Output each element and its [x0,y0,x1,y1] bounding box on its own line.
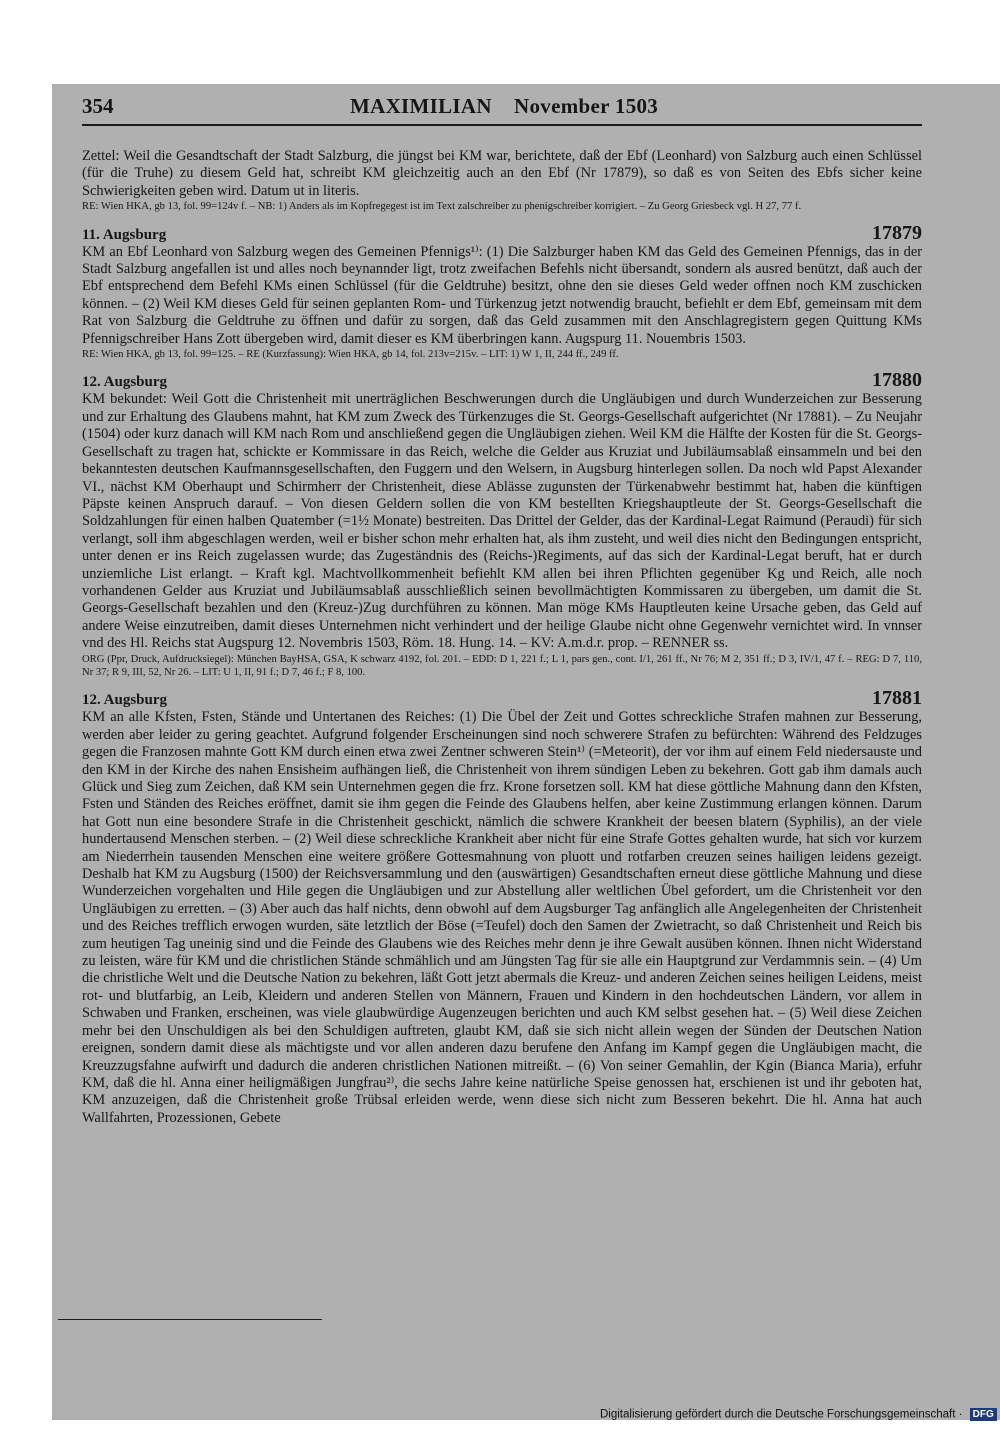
entry-date-place: 11. Augsburg [82,226,167,243]
entry-heading [82,371,922,391]
entry-number: 17880 [872,369,922,392]
page-header [82,92,922,126]
document-body [82,148,922,1127]
entry-date-place: 12. Augsburg [82,692,168,709]
entry-heading [82,221,922,244]
entry-heading [82,689,922,709]
credit-text: Digitalisierung gefördert durch die Deutsche Forschungsgemeinschaft · [600,1408,963,1421]
digitization-credit [600,1408,997,1421]
entry-17880 [82,371,922,679]
entry-number: 17879 [872,221,922,244]
footnote-rule [58,1319,322,1320]
running-head: MAXIMILIAN November 1503 [350,94,659,118]
entry-text: KM an Ebf Leonhard von Salzburg wegen des Gemeinen Pfennigs¹⁾: (1) Die Salzburger haben KM das Geld des Gemeinen Pfennigs, das in der Stadt Salzburg angefallen ist und alles noch beynannder ligt, trotz zweifachen Befehls nicht übersandt, sondern als ausred benützt, daß auch der Ebf entsprechend dem Befehl KMs einen Schlüssel (für die Geldtruhe) besitzt, ohne den sie dieses Geld weder offnen noch KM zuschicken können. – (2) Weil KM dieses Geld für seinen geplanten Rom- und Türkenzug jetzt notwendig braucht, befiehlt er dem Ebf, gemeinsam mit dem Rat von Salzburg die Geldtruhe zu öffnen und dafür zu sorgen, daß das Geld zusammen mit den Anschlagregistern gegen Quittung KMs Pfennigschreiber Hans Zott übergeben wird, damit dieser es KM überbringen kann. Augspurg 11. Nouembris 1503. [82,243,922,347]
page-number: 354 [82,94,114,118]
page-content [82,92,922,1127]
entry-date-place: 12. Augsburg [82,374,168,391]
dfg-logo: DFG [970,1408,997,1421]
entry-17879 [82,221,922,362]
entry-text: KM bekundet: Weil Gott die Christenheit mit unerträglichen Beschwerungen durch die Ungläubigen und durch Wunderzeichen zur Besserung und zur Erhaltung des Glaubens mahnt, hat KM zum Zweck des Türkenzuges die St. Georgs-Gesellschaft aufgerichtet (Nr 17881). – Zu Neujahr (1504) oder kurz danach will KM nach Rom und anschließend gegen die Ungläubigen ziehen. Weil KM die Hälfte der Kosten für die St. Georgs-Gesellschaft zu tragen hat, schickte er Kommissare in das Reich, welche die Gelder aus Kruziat und Jubiläumsablaß einsammeln und bei den bekanntesten deutschen Kaufmannsgesellschaften, den Fuggern und den Welsern, in Augsburg hinterlegen sollen. Da noch wld Papst Alexander VI., nächst KM Oberhaupt und Schirmherr der Christenheit, diese Ablässe zugunsten der Türkenabwehr bestimmt hat, haben die künftigen Päpste keinen Anspruch darauf. – Von diesen Geldern sollen die von KM bestellten Kriegshauptleute der St. Georgs-Gesellschaft die Soldzahlungen für einen halben Quatember (=1½ Monate) bestreiten. Das Drittel der Gelder, das der Kardinal-Legat Raimund (Peraudi) für sich verlangt, soll ihm abgeschlagen werden, weil er bisher schon mehr erhalten hat, als ihm zusteht, und weil dies nicht den Bedingungen entspricht, unter denen er ins Reich zugelassen wurde; das Zugeständnis des (Reichs-)Regiments, auf das sich der Kardinal-Legat beruft, hat er durch unziemliche List erlangt. – Kraft kgl. Machtvollkommenheit befiehlt KM allen bei ihren Pflichten gegenüber Kg und Reich, alle noch vorhandenen Gelder aus Kruziat und Jubiläumsablaß ausschließlich seinen bevollmächtigten Kommissaren zu übergeben, um damit die St. Georgs-Gesellschaft bezahlen und den (Kreuz-)Zug durchführen zu können. Man möge KMs Hauptleuten keine Ursache geben, das Geld auf andere Weise einzutreiben, damit dieses Unternehmen nicht verhindert und der heilige Glaube nicht ohne Gegenwehr vernichtet wird. In vnnser vnd des Hl. Reichs stat Augspurg 12. Novembris 1503, Röm. 18. Hung. 14. – KV: A.m.d.r. prop. – RENNER ss. [82,391,922,652]
entry-note: RE: Wien HKA, gb 13, fol. 99=125. – RE (Kurzfassung): Wien HKA, gb 14, fol. 213v=215v. – LIT: 1) W 1, II, 244 ff., 249 ff. [82,349,619,361]
entry-note: ORG (Ppr, Druck, Aufdrucksiegel): München BayHSA, GSA, K schwarz 4192, fol. 201. – EDD: D 1, 221 f.; L 1, pars gen., cont. I/1, 261 ff., Nr 76; M 2, 351 ff.; D 3, IV/1, 47 f. – REG: D 7, 110, Nr 37; R 9, III, 52, Nr 26. – LIT: U 1, II, 91 f.; D 7, 46 f.; F 8, 100. [82,653,922,678]
intro-note: RE: Wien HKA, gb 13, fol. 99=124v f. – NB: 1) Anders als im Kopfregegest ist im Text zalschreiber zu phenigschreiber korrigiert. – Zu Georg Griesbeck vgl. H 27, 77 f. [82,201,802,213]
entry-number: 17881 [872,687,922,710]
entry-17881 [82,689,922,1127]
intro-paragraph: Zettel: Weil die Gesandtschaft der Stadt Salzburg, die jüngst bei KM war, berichtete, daß der Ebf (Leonhard) von Salzburg auch einen Schlüssel (für die Truhe) zu diesem Geld hat, schreibt KM gleichzeitig auch an den Ebf (Nr 17879), so daß es von Seiten des Ebfs sicher keine Schwierigkeiten geben wird. Datum ut in literis. [82,148,922,199]
entry-text: KM an alle Kfsten, Fsten, Stände und Untertanen des Reiches: (1) Die Übel der Zeit und Gottes schreckliche Strafen mahnen zur Besserung, werden aber leider zu gering geachtet. Aufgrund folgender Erscheinungen sind noch schwerere Strafen zu befürchten: Während des Feldzuges gegen die Franzosen mahnte Gott KM durch einen etwa zwei Zentner schweren Stein¹⁾ (=Meteorit), der vor ihm auf einem Feld niedersauste und den KM in der Kirche des nahen Ensisheim aufhängen ließ, die Christenheit von ihrem sündigen Leben zu bekehren. Gott gab ihm damals auch Glück und Sieg zum Zeichen, daß KM sein Unternehmen gegen die frz. Krone forsetzen soll. KM hat diese göttliche Mahnung dann den Kfsten, Fsten und Ständen des Reiches eröffnet, damit sie ihm gegen die Feinde des Glaubens helfen, aber keine Zustimmung erlangen können. Darum hat Gott nun eine besondere Strafe in die Christenheit geschickt, nämlich die schwere Krankheit der beesen blatern (Syphilis), an der viele hundertausend Menschen sterben. – (2) Weil diese schreckliche Krankheit aber nicht für eine Strafe Gottes gehalten wurde, hat sich vor kurzem am Niederrhein tausenden Menschen eine weitere größere Gottesmahnung von pluott und rotfarben creuzen seines hailigen leidens gezeigt. Deshalb hat KM zu Augsburg (1500) der Reichsversammlung und den (auswärtigen) Gesandtschaften erneut diese göttliche Mahnung und diese Wunderzeichen vorgehalten und Hile gegen die Ungläubigen und zur Abstellung aller weltlichen Übel gefordert, um die Christenheit vor den Ungläubigen zu erretten. – (3) Aber auch das half nichts, denn obwohl auf dem Augsburger Tag anfänglich alle Angelegenheiten der Christenheit und des Reiches trefflich erwogen wurden, säte letztlich der Böse (=Teufel) doch den Samen der Zwietracht, so daß Christenheit und Reich bis zum heutigen Tag uneinig sind und die Feinde des Glaubens wie des Reiches mehr denn je ihre Gewalt ausüben können. Ihnen nicht Widerstand zu leisten, wäre für KM und die christlichen Stände schmählich und am Jüngsten Tag für sie alle ein Hauptgrund zur Verdammnis sein. – (4) Um die christliche Welt und die Deutsche Nation zu bekehren, läßt Gott jetzt abermals die Kreuz- und anderen Zeichen seines heiligen Leidens, meist rot- und blutfarbig, an Leib, Kleidern und anderen Stellen von Männern, Frauen und Kindern in den hochdeutschen Ländern, vor allem in Schwaben und Franken, erscheinen, was viele glaubwürdige Augenzeugen berichten und auch KM selbst gesehen hat. – (5) Weil diese Zeichen mehr bei den Unschuldigen als bei den Schuldigen auftreten, glaubt KM, daß sie sich nicht allein wegen der Sünden der Deutschen Nation ereignen, sondern damit diese als mächtigste und vor allen anderen dazu berufene den Anfang im Kampf gegen die Ungläubigen macht, die Kreuzzugsfahne aufwirft und dadurch die anderen christlichen Nationen mitreißt. – (6) Von seiner Gemahlin, der Kgin (Bianca Maria), erfuhr KM, daß die hl. Anna einer heiligmäßigen Jungfrau²⁾, die sechs Jahre keine natürliche Speise genossen hat, erschienen ist und ihr geboten hat, KM anzuzeigen, daß die Christenheit große Trübsal erleiden werde, wenn diese sich nicht zum Besseren bekehrt. Die hl. Anna hat auch Wallfahrten, Prozessionen, Gebete [82,709,922,1126]
